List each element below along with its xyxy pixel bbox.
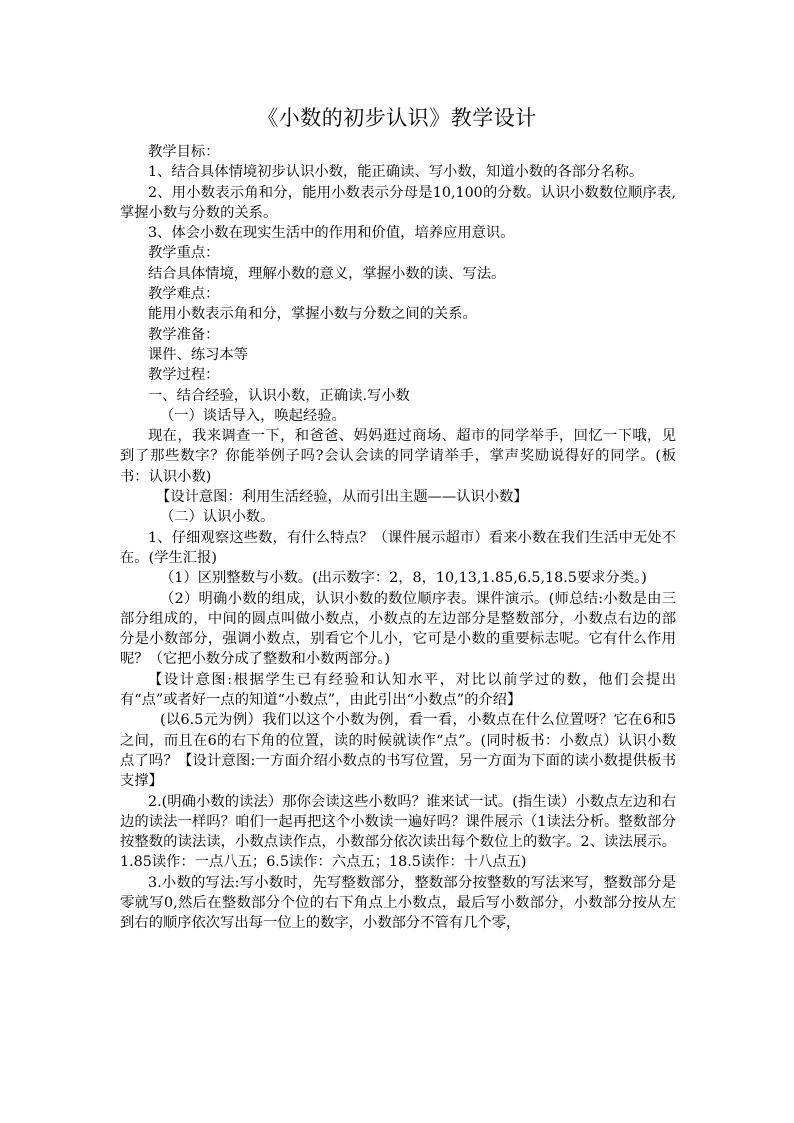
paragraph: （1）区别整数与小数。(出示数字：2，8，10,13,1.85,6.5,18.5要求分类。) [160, 570, 647, 587]
paragraph: 教学难点： [148, 286, 220, 303]
paragraph: 1、结合具体情境初步认识小数，能正确读、写小数，知道小数的各部分名称。 [148, 164, 644, 181]
paragraph: 教学准备： [148, 326, 220, 343]
paragraph: 1、仔细观察这些数，有什么特点？（课件展示超市）看来小数在我们生活中无处不在。(学生汇报) [120, 529, 676, 566]
paragraph: 3、体会小数在现实生活中的作用和价值，培养应用意识。 [148, 225, 515, 242]
paragraph: 【设计意图:根据学生已有经验和认知水平，对比以前学过的数，他们会提出有“点”或者好一点的知道“小数点”，由此引出“小数点”的介绍】 [120, 671, 676, 709]
paragraph: 课件、练习本等 [148, 346, 249, 363]
paragraph: 结合具体情境，理解小数的意义，掌握小数的读、写法。 [148, 265, 506, 282]
paragraph: 【设计意图：利用生活经验，从而引出主题——认识小数】 [156, 489, 528, 506]
paragraph: （一）谈话导入，唤起经验。 [160, 407, 346, 424]
paragraph: 教学过程： [148, 367, 220, 384]
paragraph: 教学重点： [148, 245, 220, 262]
paragraph: （2）明确小数的组成，认识小数的数位顺序表。课件演示。(师总结:小数是由三部分组成的，中间的圆点叫做小数点，小数点的左边部分是整数部分，小数点右边的部分是小数部分，强调小数点，别看它个儿小，它可是小数的重要标志呢。它有什么作用呢？（它把小数分成了整数和小数两部分。) [120, 590, 676, 668]
paragraph: 现在，我来调查一下，和爸爸、妈妈逛过商场、超市的同学举手，回忆一下哦，见到了那些数字？你能举例子吗?会认会读的同学请举手，掌声奖励说得好的同学。(板书：认识小数) [120, 428, 676, 485]
paragraph: 能用小数表示角和分，掌握小数与分数之间的关系。 [148, 306, 477, 323]
document-title: 《小数的初步认识》教学设计 [257, 106, 537, 130]
paragraph: 2.(明确小数的读法）那你会读这些小数吗？谁来试一试。(指生读）小数点左边和右边的读法一样吗？咱们一起再把这个小数读一遍好吗？课件展示（1读法分析。整数部分按整数的读法读，小数点读作点，小数部分依次读出每个数位上的数字。2、读法展示。1.85读作：一点八五；6.5读作：六点五；18.5读作：十八点五) [120, 793, 676, 871]
paragraph: （二）认识小数。 [160, 509, 275, 526]
paragraph: 3.小数的写法:写小数时，先写整数部分，整数部分按整数的写法来写，整数部分是零就写0,然后在整数部分个位的右下角点上小数点，最后写小数部分，小数部分按从左到右的顺序依次写出每一位上的数字，小数部分不管有几个零， [120, 874, 676, 932]
paragraph: (以6.5元为例）我们以这个小数为例，看一看，小数点在什么位置呀？它在6和5之间，而且在6的右下角的位置，读的时候就读作“点”。(同时板书：小数点）认识小数点了吗？【设计意图:一方面介绍小数点的书写位置，另一方面为下面的读小数提供板书支撑】 [120, 712, 676, 790]
document-body [120, 142, 676, 934]
paragraph: 一、结合经验，认识小数，正确读.写小数 [148, 387, 410, 404]
paragraph: 教学目标： [148, 144, 220, 160]
paragraph: 2、用小数表示角和分，能用小数表示分母是10,100的分数。认识小数数位顺序表,掌握小数与分数的关系。 [120, 184, 676, 221]
